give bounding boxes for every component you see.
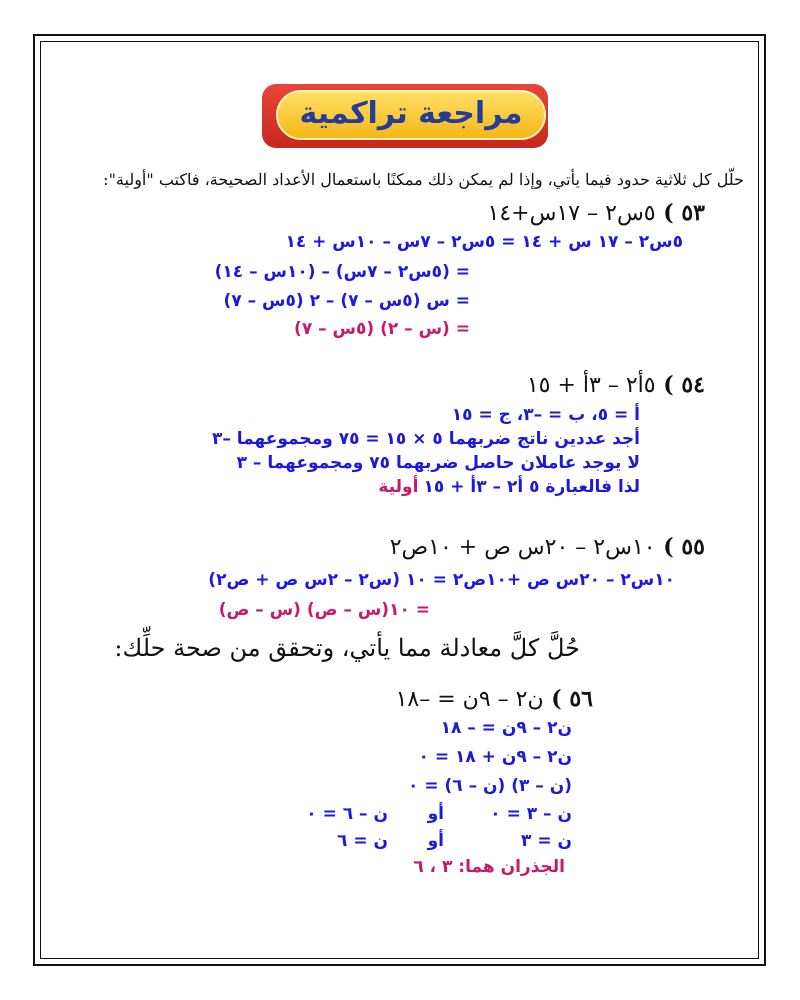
problem-54-expression: ٥أ٢ – ٣أ + ١٥ [526,373,656,398]
problem-56-answer: الجذران هما: ٣ ، ٦ [413,857,565,877]
problem-54-expression-row: ٥٤ ) ٥أ٢ – ٣أ + ١٥ [526,372,705,398]
problem-53-step-3: = س (٥س – ٧) – ٢ (٥س – ٧) [223,291,470,311]
problem-56-case-2-or: أو [427,831,444,851]
problem-56-number: ٥٦ [569,686,593,712]
problem-56-expression: ن٢ – ٩ن = –١٨ [395,687,544,712]
problem-56-case-2-right: ن = ٦ [337,831,388,851]
problem-53-step-2: = (٥س٢ – ٧س) – (١٠س – ١٤) [214,262,470,282]
solve-instructions: حُلَّ كلَّ معادلة مما يأتي، وتحقق من صحة حلِّك: [114,634,580,662]
factor-instructions: حلّل كل ثلاثية حدود فيما يأتي، وإذا لم يمكن ذلك ممكنًا باستعمال الأعداد الصحيحة، فاكتب "أولية": [103,170,744,189]
problem-54-step-2: أجد عددين ناتج ضربهما ٥ × ١٥ = ٧٥ ومجموعهما –٣ [211,429,640,449]
problem-56-expression-row: ٥٦ ) ن٢ – ٩ن = –١٨ [395,686,593,712]
problem-56-case-1-or: أو [427,804,444,824]
problem-56-step-3: (ن – ٣) (ن – ٦) = ٠ [408,776,572,796]
problem-54-number: ٥٤ [681,372,705,398]
problem-55-expression: ١٠س٢ – ٢٠س ص + ١٠ص٢ [389,535,656,560]
problem-53-step-1: ٥س٢ – ١٧ س + ١٤ = ٥س٢ – ٧س – ١٠س + ١٤ [285,232,683,252]
problem-55-expression-row: ٥٥ ) ١٠س٢ – ٢٠س ص + ١٠ص٢ [389,534,705,560]
problem-54-conclusion-text: لذا فالعبارة ٥ أ٢ – ٣أ + ١٥ [423,477,640,497]
problem-55-number: ٥٥ [681,534,705,560]
problem-53-expression: ٥س٢ – ١٧س+١٤ [487,201,656,226]
problem-54-step-1: أ = ٥، ب = –٣، ج = ١٥ [451,405,640,425]
problem-53-number: ٥٣ [681,200,705,226]
problem-54-answer: أولية [378,477,419,497]
problem-53-expression-row: ٥٣ ) ٥س٢ – ١٧س+١٤ [487,200,705,226]
problem-56-step-1: ن٢ – ٩ن = – ١٨ [440,718,572,738]
problem-56-case-2-left: ن = ٣ [521,831,572,851]
problem-56-step-2: ن٢ – ٩ن + ١٨ = ٠ [418,747,572,767]
problem-55-step-1: ١٠س٢ – ٢٠س ص +١٠ص٢ = ١٠ (س٢ – ٢س ص + ص٢) [208,570,675,590]
page-title: مراجعة تراكمية [299,96,523,131]
problem-55-answer: = ١٠(س – ص) (س – ص) [218,600,430,620]
problem-56-case-1-left: ن – ٣ = ٠ [490,804,572,824]
section-banner [262,84,554,150]
problem-56-case-1-right: ن – ٦ = ٠ [306,804,388,824]
problem-54-step-3: لا يوجد عاملان حاصل ضربهما ٧٥ ومجموعهما – ٣ [236,453,640,473]
problem-53-answer: = (س – ٢) (٥س – ٧) [294,319,470,339]
problem-54-conclusion [378,477,640,497]
